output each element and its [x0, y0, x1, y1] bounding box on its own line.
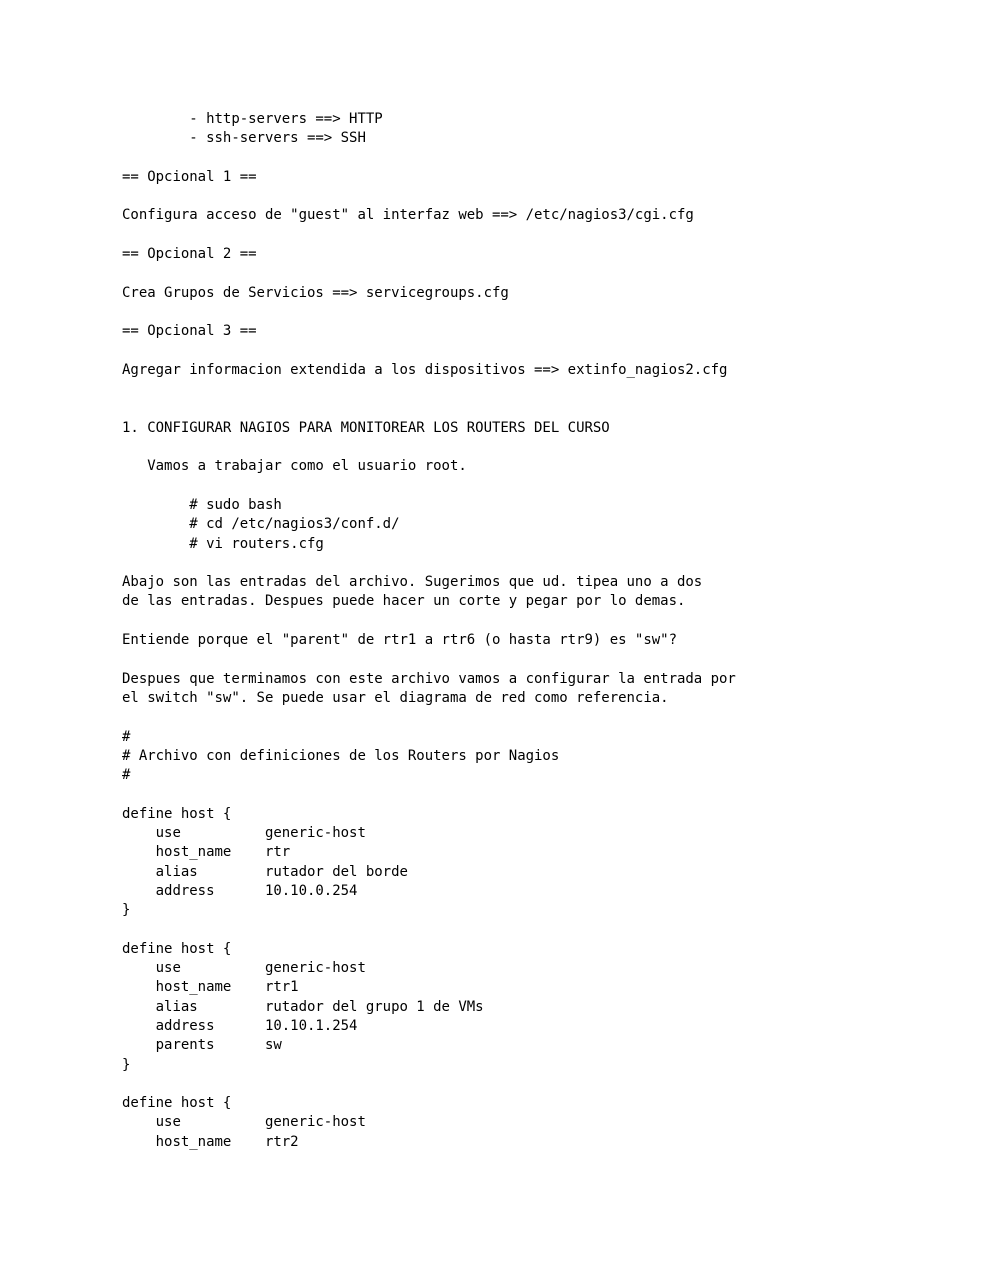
text-line: } [122, 902, 131, 919]
text-line: Abajo son las entradas del archivo. Sugerimos que ud. tipea uno a dos [122, 574, 703, 591]
text-line: address 10.10.1.254 [122, 1017, 358, 1034]
text-line: == Opcional 1 == [122, 168, 257, 185]
text-line: use generic-host [122, 1114, 366, 1131]
text-line: de las entradas. Despues puede hacer un corte y pegar por lo demas. [122, 593, 686, 610]
blank-line [122, 226, 942, 245]
text-line: alias rutador del grupo 1 de VMs [122, 998, 484, 1015]
blank-line [122, 1075, 942, 1094]
text-line: parents sw [122, 1037, 282, 1054]
document-text-body [122, 110, 942, 1152]
blank-line [122, 187, 942, 206]
text-line: host_name rtr2 [122, 1133, 299, 1150]
text-line: # [122, 767, 131, 784]
text-line: # sudo bash [122, 496, 282, 513]
blank-line [122, 920, 942, 939]
blank-line [122, 708, 942, 727]
text-line: 1. CONFIGURAR NAGIOS PARA MONITOREAR LOS ROUTERS DEL CURSO [122, 419, 610, 436]
text-line: # [122, 728, 131, 745]
text-line: address 10.10.0.254 [122, 882, 358, 899]
blank-line [122, 612, 942, 631]
text-line: host_name rtr [122, 844, 291, 861]
text-line: # Archivo con definiciones de los Routers por Nagios [122, 747, 560, 764]
text-line: define host { [122, 805, 232, 822]
text-line: Entiende porque el "parent" de rtr1 a rtr6 (o hasta rtr9) es "sw"? [122, 632, 677, 649]
text-line: use generic-host [122, 960, 366, 977]
text-line: host_name rtr1 [122, 979, 299, 996]
text-line: el switch "sw". Se puede usar el diagrama de red como referencia. [122, 689, 669, 706]
blank-line [122, 342, 942, 361]
text-line: == Opcional 3 == [122, 323, 257, 340]
text-line: # vi routers.cfg [122, 535, 324, 552]
text-line: Crea Grupos de Servicios ==> servicegroups.cfg [122, 284, 509, 301]
text-line: Configura acceso de "guest" al interfaz web ==> /etc/nagios3/cgi.cfg [122, 207, 694, 224]
text-line: - http-servers ==> HTTP [122, 111, 383, 127]
blank-line [122, 149, 942, 168]
blank-line [122, 399, 942, 418]
blank-line [122, 477, 942, 496]
text-line: use generic-host [122, 824, 366, 841]
text-line: Agregar informacion extendida a los dispositivos ==> extinfo_nagios2.cfg [122, 361, 728, 378]
text-line: Vamos a trabajar como el usuario root. [122, 458, 467, 475]
blank-line [122, 785, 942, 804]
blank-line [122, 650, 942, 669]
text-line: } [122, 1056, 131, 1073]
text-line: define host { [122, 940, 232, 957]
text-line: define host { [122, 1095, 232, 1112]
blank-line [122, 303, 942, 322]
blank-line [122, 554, 942, 573]
text-line: # cd /etc/nagios3/conf.d/ [122, 516, 400, 533]
blank-line [122, 264, 942, 283]
blank-line [122, 380, 942, 399]
blank-line [122, 438, 942, 457]
text-line: Despues que terminamos con este archivo vamos a configurar la entrada por [122, 670, 736, 687]
text-line: - ssh-servers ==> SSH [122, 130, 366, 147]
text-line: alias rutador del borde [122, 863, 408, 880]
text-line: == Opcional 2 == [122, 246, 257, 263]
